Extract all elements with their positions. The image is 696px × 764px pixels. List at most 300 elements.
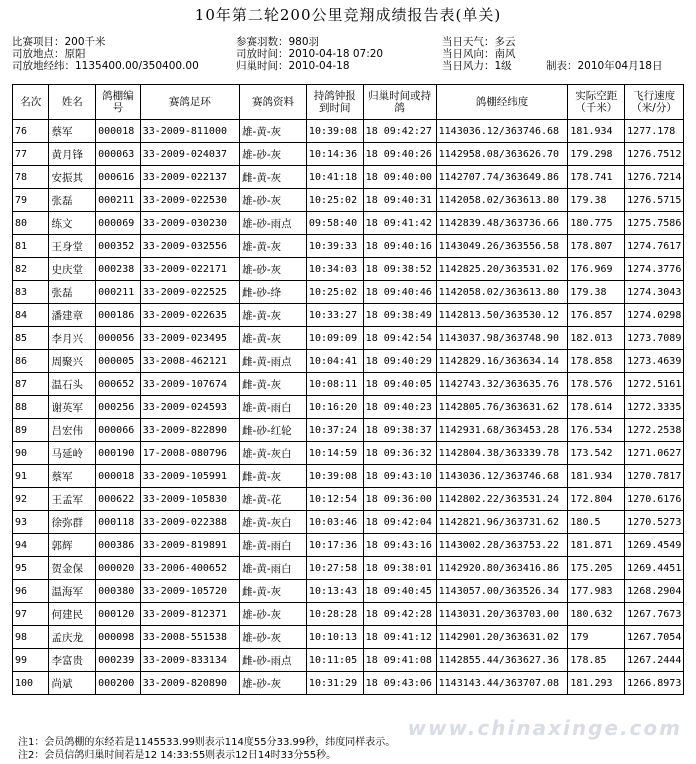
cell-loft-id: 000386 <box>96 534 141 557</box>
cell-name: 徐弥群 <box>49 511 96 534</box>
cell-speed: 1270.7817 <box>625 465 684 488</box>
cell-return-time: 18 09:41:08 <box>363 649 436 672</box>
table-row <box>13 557 684 580</box>
cell-loft-id: 000020 <box>96 557 141 580</box>
cell-name: 李月兴 <box>49 327 96 350</box>
cell-speed: 1276.5715 <box>625 189 684 212</box>
cell-clock-time: 10:04:41 <box>306 350 363 373</box>
table-row <box>13 534 684 557</box>
cell-distance: 173.542 <box>568 442 625 465</box>
cell-pigeon-info: 雌-黄-灰 <box>240 373 307 396</box>
cell-name: 李富贵 <box>49 649 96 672</box>
cell-coordinates: 1142058.02/363613.80 <box>436 189 568 212</box>
cell-rank: 86 <box>13 350 49 373</box>
cell-pigeon-info: 雄-砂-灰 <box>240 603 307 626</box>
cell-coordinates: 1142839.48/363736.66 <box>436 212 568 235</box>
cell-coordinates: 1142931.68/363453.28 <box>436 419 568 442</box>
cell-speed: 1270.5273 <box>625 511 684 534</box>
cell-pigeon-info: 雄-砂-灰 <box>240 143 307 166</box>
cell-pigeon-info: 雄-黄-雨白 <box>240 557 307 580</box>
cell-coordinates: 1142821.96/363731.62 <box>436 511 568 534</box>
report-title: 10年第二轮200公里竞翔成绩报告表(单关) <box>194 6 502 24</box>
cell-speed: 1267.2444 <box>625 649 684 672</box>
cell-clock-time: 10:41:18 <box>306 166 363 189</box>
cell-pigeon-info: 雄-砂-灰 <box>240 189 307 212</box>
cell-speed: 1267.7673 <box>625 603 684 626</box>
cell-distance: 179.38 <box>568 281 625 304</box>
cell-clock-time: 10:03:46 <box>306 511 363 534</box>
header-distance: 实际空距（千米） <box>568 85 625 120</box>
cell-name: 谢英军 <box>49 396 96 419</box>
cell-distance: 180.775 <box>568 212 625 235</box>
cell-distance: 181.293 <box>568 672 625 695</box>
cell-distance: 172.804 <box>568 488 625 511</box>
made-on-date: 制表：2010年04月18日 <box>546 60 663 72</box>
cell-coordinates: 1142920.80/363416.86 <box>436 557 568 580</box>
cell-coordinates: 1143049.26/363556.58 <box>436 235 568 258</box>
cell-name: 吕宏伟 <box>49 419 96 442</box>
cell-speed: 1272.5161 <box>625 373 684 396</box>
table-row <box>13 488 684 511</box>
cell-return-time: 18 09:42:04 <box>363 511 436 534</box>
cell-rank: 99 <box>13 649 49 672</box>
cell-name: 贺金保 <box>49 557 96 580</box>
cell-rank: 94 <box>13 534 49 557</box>
cell-coordinates: 1142958.08/363626.70 <box>436 143 568 166</box>
cell-speed: 1267.7054 <box>625 626 684 649</box>
cell-clock-time: 10:33:27 <box>306 304 363 327</box>
table-row <box>13 212 684 235</box>
table-row <box>13 120 684 143</box>
table-row <box>13 649 684 672</box>
table-row <box>13 373 684 396</box>
cell-distance: 179 <box>568 626 625 649</box>
cell-return-time: 18 09:36:32 <box>363 442 436 465</box>
cell-clock-time: 10:39:08 <box>306 120 363 143</box>
cell-ring: 33-2009-833134 <box>140 649 239 672</box>
cell-return-time: 18 09:43:10 <box>363 465 436 488</box>
cell-distance: 178.614 <box>568 396 625 419</box>
cell-pigeon-info: 雄-砂-灰 <box>240 626 307 649</box>
cell-name: 张磊 <box>49 189 96 212</box>
cell-clock-time: 10:28:28 <box>306 603 363 626</box>
return-time: 归巢时间：2010-04-18 <box>236 60 350 72</box>
cell-loft-id: 000211 <box>96 189 141 212</box>
cell-loft-id: 000120 <box>96 603 141 626</box>
cell-return-time: 18 09:43:16 <box>363 534 436 557</box>
cell-clock-time: 10:34:03 <box>306 258 363 281</box>
cell-speed: 1276.7512 <box>625 143 684 166</box>
cell-name: 张磊 <box>49 281 96 304</box>
cell-loft-id: 000352 <box>96 235 141 258</box>
cell-name: 王孟军 <box>49 488 96 511</box>
header-coordinates: 鸽棚经纬度 <box>436 85 568 120</box>
cell-coordinates: 1143031.20/363703.00 <box>436 603 568 626</box>
cell-return-time: 18 09:42:27 <box>363 120 436 143</box>
cell-name: 蔡军 <box>49 120 96 143</box>
cell-distance: 176.969 <box>568 258 625 281</box>
cell-distance: 181.934 <box>568 465 625 488</box>
cell-pigeon-info: 雄-黄-灰白 <box>240 442 307 465</box>
cell-coordinates: 1142813.50/363530.12 <box>436 304 568 327</box>
cell-coordinates: 1143002.28/363753.22 <box>436 534 568 557</box>
cell-ring: 33-2009-022137 <box>140 166 239 189</box>
table-row <box>13 143 684 166</box>
header-speed: 飞行速度（米/分） <box>625 85 684 120</box>
entries: 参赛羽数：980羽 <box>236 36 320 48</box>
cell-rank: 78 <box>13 166 49 189</box>
cell-ring: 33-2009-107674 <box>140 373 239 396</box>
cell-return-time: 18 09:40:29 <box>363 350 436 373</box>
table-row <box>13 281 684 304</box>
table-row <box>13 235 684 258</box>
cell-loft-id: 000211 <box>96 281 141 304</box>
header-clock-time: 持鸽钟报到时间 <box>306 85 363 120</box>
header-row <box>13 85 684 120</box>
cell-coordinates: 1142804.38/363339.78 <box>436 442 568 465</box>
table-row <box>13 304 684 327</box>
table-row <box>13 465 684 488</box>
cell-name: 温海军 <box>49 580 96 603</box>
cell-name: 孟庆龙 <box>49 626 96 649</box>
cell-return-time: 18 09:36:00 <box>363 488 436 511</box>
weather: 当日天气：多云 <box>442 36 516 48</box>
cell-return-time: 18 09:38:37 <box>363 419 436 442</box>
cell-name: 何建民 <box>49 603 96 626</box>
cell-name: 王身堂 <box>49 235 96 258</box>
cell-speed: 1275.7586 <box>625 212 684 235</box>
cell-clock-time: 10:11:05 <box>306 649 363 672</box>
cell-speed: 1270.6176 <box>625 488 684 511</box>
cell-return-time: 18 09:40:16 <box>363 235 436 258</box>
cell-distance: 179.38 <box>568 189 625 212</box>
cell-clock-time: 10:14:36 <box>306 143 363 166</box>
cell-name: 练文 <box>49 212 96 235</box>
cell-loft-id: 000018 <box>96 120 141 143</box>
cell-return-time: 18 09:40:23 <box>363 396 436 419</box>
cell-name: 安振其 <box>49 166 96 189</box>
cell-loft-id: 000190 <box>96 442 141 465</box>
cell-loft-id: 000066 <box>96 419 141 442</box>
table-row <box>13 258 684 281</box>
cell-ring: 33-2009-820890 <box>140 672 239 695</box>
cell-ring: 33-2009-023495 <box>140 327 239 350</box>
table-row <box>13 626 684 649</box>
cell-return-time: 18 09:38:52 <box>363 258 436 281</box>
cell-name: 温石头 <box>49 373 96 396</box>
cell-distance: 180.632 <box>568 603 625 626</box>
table-row <box>13 419 684 442</box>
cell-ring: 33-2009-811000 <box>140 120 239 143</box>
cell-coordinates: 1143036.12/363746.68 <box>436 120 568 143</box>
cell-distance: 178.741 <box>568 166 625 189</box>
cell-name: 尚斌 <box>49 672 96 695</box>
cell-rank: 90 <box>13 442 49 465</box>
cell-coordinates: 1143143.44/363707.08 <box>436 672 568 695</box>
cell-pigeon-info: 雌-砂-雨点 <box>240 649 307 672</box>
footnote: 注1：会员鸽棚的东经若是1145533.99则表示114度55分33.99秒，纬度同样表示。 <box>18 737 396 748</box>
cell-speed: 1274.0298 <box>625 304 684 327</box>
cell-ring: 33-2009-030230 <box>140 212 239 235</box>
cell-distance: 179.298 <box>568 143 625 166</box>
cell-distance: 181.934 <box>568 120 625 143</box>
cell-speed: 1276.7214 <box>625 166 684 189</box>
cell-clock-time: 10:17:36 <box>306 534 363 557</box>
table-row <box>13 442 684 465</box>
cell-name: 周聚兴 <box>49 350 96 373</box>
cell-distance: 178.576 <box>568 373 625 396</box>
cell-distance: 178.858 <box>568 350 625 373</box>
cell-rank: 83 <box>13 281 49 304</box>
cell-return-time: 18 09:42:54 <box>363 327 436 350</box>
cell-rank: 95 <box>13 557 49 580</box>
cell-pigeon-info: 雄-黄-雨白 <box>240 396 307 419</box>
cell-loft-id: 000622 <box>96 488 141 511</box>
cell-ring: 33-2008-551538 <box>140 626 239 649</box>
cell-ring: 33-2009-819891 <box>140 534 239 557</box>
cell-rank: 85 <box>13 327 49 350</box>
cell-coordinates: 1142058.02/363613.80 <box>436 281 568 304</box>
cell-name: 潘建章 <box>49 304 96 327</box>
cell-speed: 1271.0627 <box>625 442 684 465</box>
cell-loft-id: 000239 <box>96 649 141 672</box>
cell-rank: 100 <box>13 672 49 695</box>
cell-return-time: 18 09:41:42 <box>363 212 436 235</box>
cell-rank: 93 <box>13 511 49 534</box>
cell-pigeon-info: 雄-黄-雨白 <box>240 534 307 557</box>
cell-pigeon-info: 雄-黄-灰 <box>240 304 307 327</box>
cell-coordinates: 1142707.74/363649.86 <box>436 166 568 189</box>
cell-ring: 33-2009-022388 <box>140 511 239 534</box>
cell-rank: 97 <box>13 603 49 626</box>
cell-ring: 17-2008-080796 <box>140 442 239 465</box>
cell-loft-id: 000005 <box>96 350 141 373</box>
cell-return-time: 18 09:38:01 <box>363 557 436 580</box>
cell-ring: 33-2009-022171 <box>140 258 239 281</box>
cell-distance: 177.983 <box>568 580 625 603</box>
cell-ring: 33-2009-105991 <box>140 465 239 488</box>
cell-ring: 33-2009-822890 <box>140 419 239 442</box>
header-return-time: 归巢时间或持鸽 <box>363 85 436 120</box>
cell-coordinates: 1142802.22/363531.24 <box>436 488 568 511</box>
race-item: 比赛项目：200千米 <box>12 36 106 48</box>
cell-clock-time: 10:39:08 <box>306 465 363 488</box>
race-info <box>12 36 688 76</box>
cell-clock-time: 10:13:43 <box>306 580 363 603</box>
table-row <box>13 166 684 189</box>
cell-rank: 79 <box>13 189 49 212</box>
cell-loft-id: 000056 <box>96 327 141 350</box>
cell-distance: 178.807 <box>568 235 625 258</box>
footnote: 注2：会员信鸽归巢时间若是12 14:33:55则表示12日14时33分55秒。 <box>18 750 337 761</box>
watermark: www.chinaxinge.com <box>407 716 682 740</box>
cell-speed: 1269.4549 <box>625 534 684 557</box>
cell-pigeon-info: 雄-黄-灰 <box>240 235 307 258</box>
cell-loft-id: 000652 <box>96 373 141 396</box>
cell-loft-id: 000380 <box>96 580 141 603</box>
cell-ring: 33-2009-022530 <box>140 189 239 212</box>
cell-loft-id: 000616 <box>96 166 141 189</box>
cell-rank: 82 <box>13 258 49 281</box>
cell-return-time: 18 09:40:00 <box>363 166 436 189</box>
cell-return-time: 18 09:40:26 <box>363 143 436 166</box>
cell-pigeon-info: 雌-黄-雨点 <box>240 350 307 373</box>
cell-coordinates: 1142743.32/363635.76 <box>436 373 568 396</box>
cell-clock-time: 10:08:11 <box>306 373 363 396</box>
cell-return-time: 18 09:42:28 <box>363 603 436 626</box>
cell-ring: 33-2009-105720 <box>140 580 239 603</box>
cell-rank: 81 <box>13 235 49 258</box>
cell-speed: 1273.4639 <box>625 350 684 373</box>
cell-rank: 77 <box>13 143 49 166</box>
cell-return-time: 18 09:40:31 <box>363 189 436 212</box>
footnotes <box>18 736 395 762</box>
cell-speed: 1277.178 <box>625 120 684 143</box>
cell-distance: 182.013 <box>568 327 625 350</box>
cell-coordinates: 1142805.76/363631.62 <box>436 396 568 419</box>
cell-pigeon-info: 雄-黄-花 <box>240 488 307 511</box>
cell-return-time: 18 09:40:46 <box>363 281 436 304</box>
cell-coordinates: 1143037.98/363748.90 <box>436 327 568 350</box>
table-row <box>13 189 684 212</box>
cell-rank: 96 <box>13 580 49 603</box>
cell-speed: 1274.3043 <box>625 281 684 304</box>
cell-ring: 33-2008-462121 <box>140 350 239 373</box>
cell-clock-time: 10:25:02 <box>306 281 363 304</box>
cell-pigeon-info: 雌-黄-灰 <box>240 580 307 603</box>
wind-force: 当日风力：1级 <box>442 60 512 72</box>
cell-loft-id: 000098 <box>96 626 141 649</box>
cell-clock-time: 10:37:24 <box>306 419 363 442</box>
cell-speed: 1268.2904 <box>625 580 684 603</box>
cell-speed: 1272.2538 <box>625 419 684 442</box>
header-name: 姓名 <box>49 85 96 120</box>
cell-ring: 33-2009-024593 <box>140 396 239 419</box>
cell-pigeon-info: 雄-黄-灰白 <box>240 511 307 534</box>
table-body <box>13 120 684 695</box>
cell-return-time: 18 09:43:06 <box>363 672 436 695</box>
cell-rank: 80 <box>13 212 49 235</box>
cell-ring: 33-2009-022635 <box>140 304 239 327</box>
cell-pigeon-info: 雄-砂-雨点 <box>240 212 307 235</box>
cell-clock-time: 10:10:13 <box>306 626 363 649</box>
cell-loft-id: 000256 <box>96 396 141 419</box>
cell-clock-time: 10:14:59 <box>306 442 363 465</box>
cell-ring: 33-2009-105830 <box>140 488 239 511</box>
cell-coordinates: 1142829.16/363634.14 <box>436 350 568 373</box>
cell-rank: 84 <box>13 304 49 327</box>
cell-clock-time: 10:16:20 <box>306 396 363 419</box>
cell-return-time: 18 09:41:12 <box>363 626 436 649</box>
cell-rank: 91 <box>13 465 49 488</box>
cell-name: 蔡军 <box>49 465 96 488</box>
cell-ring: 33-2009-812371 <box>140 603 239 626</box>
cell-coordinates: 1142825.20/363531.02 <box>436 258 568 281</box>
cell-ring: 33-2009-032556 <box>140 235 239 258</box>
cell-name: 史庆堂 <box>49 258 96 281</box>
cell-rank: 87 <box>13 373 49 396</box>
cell-distance: 175.205 <box>568 557 625 580</box>
cell-return-time: 18 09:38:49 <box>363 304 436 327</box>
cell-rank: 76 <box>13 120 49 143</box>
cell-coordinates: 1143036.12/363746.68 <box>436 465 568 488</box>
cell-clock-time: 09:58:40 <box>306 212 363 235</box>
header-ring: 赛鸽足环 <box>140 85 239 120</box>
cell-name: 郭辉 <box>49 534 96 557</box>
cell-distance: 176.534 <box>568 419 625 442</box>
cell-pigeon-info: 雌-黄-灰 <box>240 465 307 488</box>
cell-distance: 178.85 <box>568 649 625 672</box>
cell-speed: 1274.3776 <box>625 258 684 281</box>
table-row <box>13 672 684 695</box>
cell-clock-time: 10:27:58 <box>306 557 363 580</box>
cell-speed: 1273.7089 <box>625 327 684 350</box>
table-row <box>13 603 684 626</box>
cell-rank: 89 <box>13 419 49 442</box>
cell-rank: 88 <box>13 396 49 419</box>
release-place: 司放地点：原阳 <box>12 48 86 60</box>
cell-coordinates: 1142901.20/363631.02 <box>436 626 568 649</box>
cell-clock-time: 10:25:02 <box>306 189 363 212</box>
cell-speed: 1272.3335 <box>625 396 684 419</box>
cell-distance: 176.857 <box>568 304 625 327</box>
release-time: 司放时间：2010-04-18 07:20 <box>236 48 384 60</box>
cell-pigeon-info: 雌-砂-绛 <box>240 281 307 304</box>
cell-speed: 1269.4451 <box>625 557 684 580</box>
cell-name: 马延岭 <box>49 442 96 465</box>
cell-loft-id: 000118 <box>96 511 141 534</box>
table-row <box>13 511 684 534</box>
cell-distance: 181.871 <box>568 534 625 557</box>
cell-pigeon-info: 雄-黄-灰 <box>240 327 307 350</box>
header-rank: 名次 <box>13 85 49 120</box>
cell-pigeon-info: 雌-砂-红轮 <box>240 419 307 442</box>
table-row <box>13 350 684 373</box>
cell-pigeon-info: 雄-砂-灰 <box>240 258 307 281</box>
cell-name: 黄月锋 <box>49 143 96 166</box>
cell-loft-id: 000200 <box>96 672 141 695</box>
cell-return-time: 18 09:40:05 <box>363 373 436 396</box>
cell-speed: 1274.7617 <box>625 235 684 258</box>
release-coord: 司放地经纬：1135400.00/350400.00 <box>12 60 199 72</box>
cell-clock-time: 10:09:09 <box>306 327 363 350</box>
table-row <box>13 580 684 603</box>
cell-rank: 92 <box>13 488 49 511</box>
cell-loft-id: 000018 <box>96 465 141 488</box>
cell-clock-time: 10:31:29 <box>306 672 363 695</box>
cell-loft-id: 000238 <box>96 258 141 281</box>
cell-coordinates: 1142855.44/363627.36 <box>436 649 568 672</box>
cell-loft-id: 000063 <box>96 143 141 166</box>
cell-ring: 33-2009-022525 <box>140 281 239 304</box>
cell-pigeon-info: 雄-黄-灰 <box>240 120 307 143</box>
cell-clock-time: 10:39:33 <box>306 235 363 258</box>
cell-speed: 1266.8973 <box>625 672 684 695</box>
cell-coordinates: 1143057.00/363526.34 <box>436 580 568 603</box>
cell-return-time: 18 09:40:45 <box>363 580 436 603</box>
cell-rank: 98 <box>13 626 49 649</box>
cell-pigeon-info: 雄-砂-灰 <box>240 672 307 695</box>
cell-loft-id: 000069 <box>96 212 141 235</box>
cell-distance: 180.5 <box>568 511 625 534</box>
cell-pigeon-info: 雌-黄-灰 <box>240 166 307 189</box>
results-table <box>12 84 684 695</box>
cell-clock-time: 10:12:54 <box>306 488 363 511</box>
header-loft-id: 鸽棚编号 <box>96 85 141 120</box>
header-pigeon-info: 赛鸽资料 <box>240 85 307 120</box>
wind-direction: 当日风向：南风 <box>442 48 516 60</box>
cell-ring: 33-2009-024037 <box>140 143 239 166</box>
